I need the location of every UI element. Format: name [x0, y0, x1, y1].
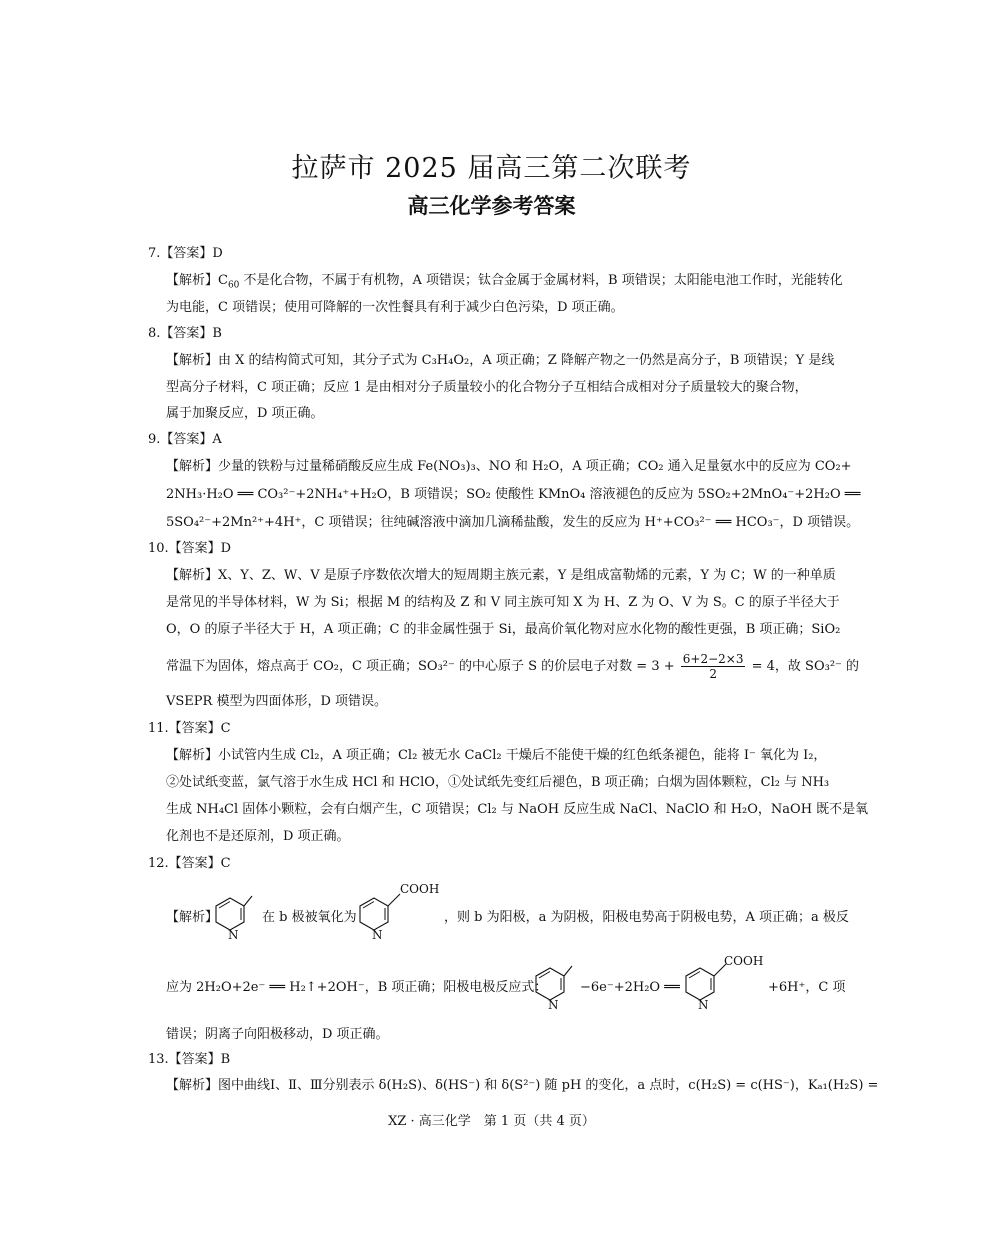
q7-answer: 7.【答案】D [148, 246, 223, 261]
q13-analysis-line1: 【解析】图中曲线Ⅰ、Ⅱ、Ⅲ分别表示 δ(H₂S)、δ(HS⁻) 和 δ(S²⁻) 随 pH 的变化，a 点时，c(H₂S) = c(HS⁻)，Kₐ₁(H₂S) = [166, 1078, 879, 1093]
pyridine-n-label-2: N [372, 928, 383, 942]
q9-analysis-line3: 5SO₄²⁻+2Mn²⁺+4H⁺，C 项错误；往纯碱溶液中滴加几滴稀盐酸，发生的反应为 H⁺+CO₃²⁻ ══ HCO₃⁻，D 项错误。 [166, 515, 860, 530]
q12-analysis-line2b: −6e⁻+2H₂O ══ [580, 980, 680, 995]
q10-analysis-line5: VSEPR 模型为四面体形，D 项错误。 [166, 694, 388, 709]
q8-analysis-line2: 型高分子材料，C 项正确；反应 1 是由相对分子质量较小的化合物分子互相结合成相对分子质量较大的聚合物， [166, 380, 808, 395]
pyridine-n-label-4: N [698, 998, 709, 1012]
q12-analysis-label: 【解析】 [166, 910, 219, 925]
q9-analysis-line2: 2NH₃·H₂O ══ CO₃²⁻+2NH₄⁺+H₂O，B 项错误；SO₂ 使酸性 KMnO₄ 溶液褪色的反应为 5SO₂+2MnO₄⁻+2H₂O ══ [166, 487, 861, 502]
q11-answer: 11.【答案】C [148, 721, 231, 736]
q11-analysis-line3: 生成 NH₄Cl 固体小颗粒，会有白烟产生，C 项错误；Cl₂ 与 NaOH 反应生成 NaCl、NaClO 和 H₂O，NaOH 既不是氧 [166, 802, 869, 817]
q8-analysis-line3: 属于加聚反应，D 项正确。 [166, 406, 324, 421]
q7-analysis-line1: 【解析】$C_{60}$ 不是化合物，不属于有机物，A 项错误；钛合金属于金属材料，B 项错误；太阳能电池工作时，光能转化 [166, 273, 843, 291]
q12-analysis-line3: 错误；阴离子向阳极移动，D 项正确。 [166, 1027, 389, 1042]
q11-analysis-line4: 化剂也不是还原剂，D 项正确。 [166, 829, 350, 844]
q11-analysis-line1: 【解析】小试管内生成 Cl₂，A 项正确；Cl₂ 被无水 CaCl₂ 干燥后不能使干燥的红色纸条褪色，能将 I⁻ 氧化为 I₂， [166, 748, 827, 763]
q12-analysis-line2c: +6H⁺，C 项 [768, 980, 846, 995]
q10-answer: 10.【答案】D [148, 541, 232, 556]
page-footer: XZ · 高三化学 第 1 页（共 4 页） [388, 1114, 595, 1129]
q10-analysis-line2: 是常见的半导体材料，W 为 Si；根据 M 的结构及 Z 和 V 同主族可知 X 为 H、Z 为 O、V 为 S。C 的原子半径大于 [166, 595, 840, 610]
q8-answer: 8.【答案】B [148, 326, 222, 341]
q13-answer: 13.【答案】B [148, 1052, 231, 1067]
page-title: 拉萨市 2025 届高三第二次联考 [291, 153, 692, 184]
pyridine-n-label-3: N [548, 998, 559, 1012]
cooh-label-2: COOH [724, 954, 764, 968]
q9-analysis-line1: 【解析】少量的铁粉与过量稀硝酸反应生成 Fe(NO₃)₃、NO 和 H₂O，A 项正确；CO₂ 通入足量氨水中的反应为 CO₂+ [166, 459, 852, 474]
q12-answer: 12.【答案】C [148, 856, 231, 871]
q12-analysis-line1: ，则 b 为阳极，a 为阴极，阳极电势高于阴极电势，A 项正确；a 极反 [444, 910, 849, 925]
q11-analysis-line2: ②处试纸变蓝，氯气溶于水生成 HCl 和 HClO，①处试纸先变红后褪色，B 项正确；白烟为固体颗粒，Cl₂ 与 NH₃ [166, 775, 830, 790]
pyridine-n-label-1: N [228, 928, 239, 942]
q7-analysis-line2: 为电能，C 项错误；使用可降解的一次性餐具有利于减少白色污染，D 项正确。 [166, 300, 624, 315]
page-subtitle: 高三化学参考答案 [407, 194, 576, 218]
valence-pair-fraction: $\frac{6+2-2\times 3}{2}$ [682, 652, 744, 681]
q8-analysis-line1: 【解析】由 X 的结构简式可知，其分子式为 C₃H₄O₂，A 项正确；Z 降解产物之一仍然是高分子，B 项错误；Y 是线 [166, 353, 835, 368]
q12-analysis-line2a: 应为 2H₂O+2e⁻ ══ H₂↑+2OH⁻，B 项正确；阳极电极反应式： [166, 980, 548, 995]
q10-analysis-line4: 常温下为固体，熔点高于 CO₂，C 项正确；SO₃²⁻ 的中心原子 S 的价层电子对数 = 3 + $\frac{6+2-2\times 3}{2}$ = 4，故 SO₃²⁻ 的 [166, 652, 860, 681]
cooh-label-1: COOH [400, 882, 440, 896]
q9-answer: 9.【答案】A [148, 432, 222, 447]
q12-oxidized-text: 在 b 极被氧化为 [262, 910, 357, 925]
q10-analysis-line3: O，O 的原子半径大于 H，A 项正确；C 的非金属性强于 Si，最高价氧化物对应水化物的酸性更强，B 项正确；SiO₂ [166, 622, 841, 637]
q10-analysis-line1: 【解析】X、Y、Z、W、V 是原子序数依次增大的短周期主族元素，Y 是组成富勒烯的元素，Y 为 C；W 的一种单质 [166, 568, 836, 583]
